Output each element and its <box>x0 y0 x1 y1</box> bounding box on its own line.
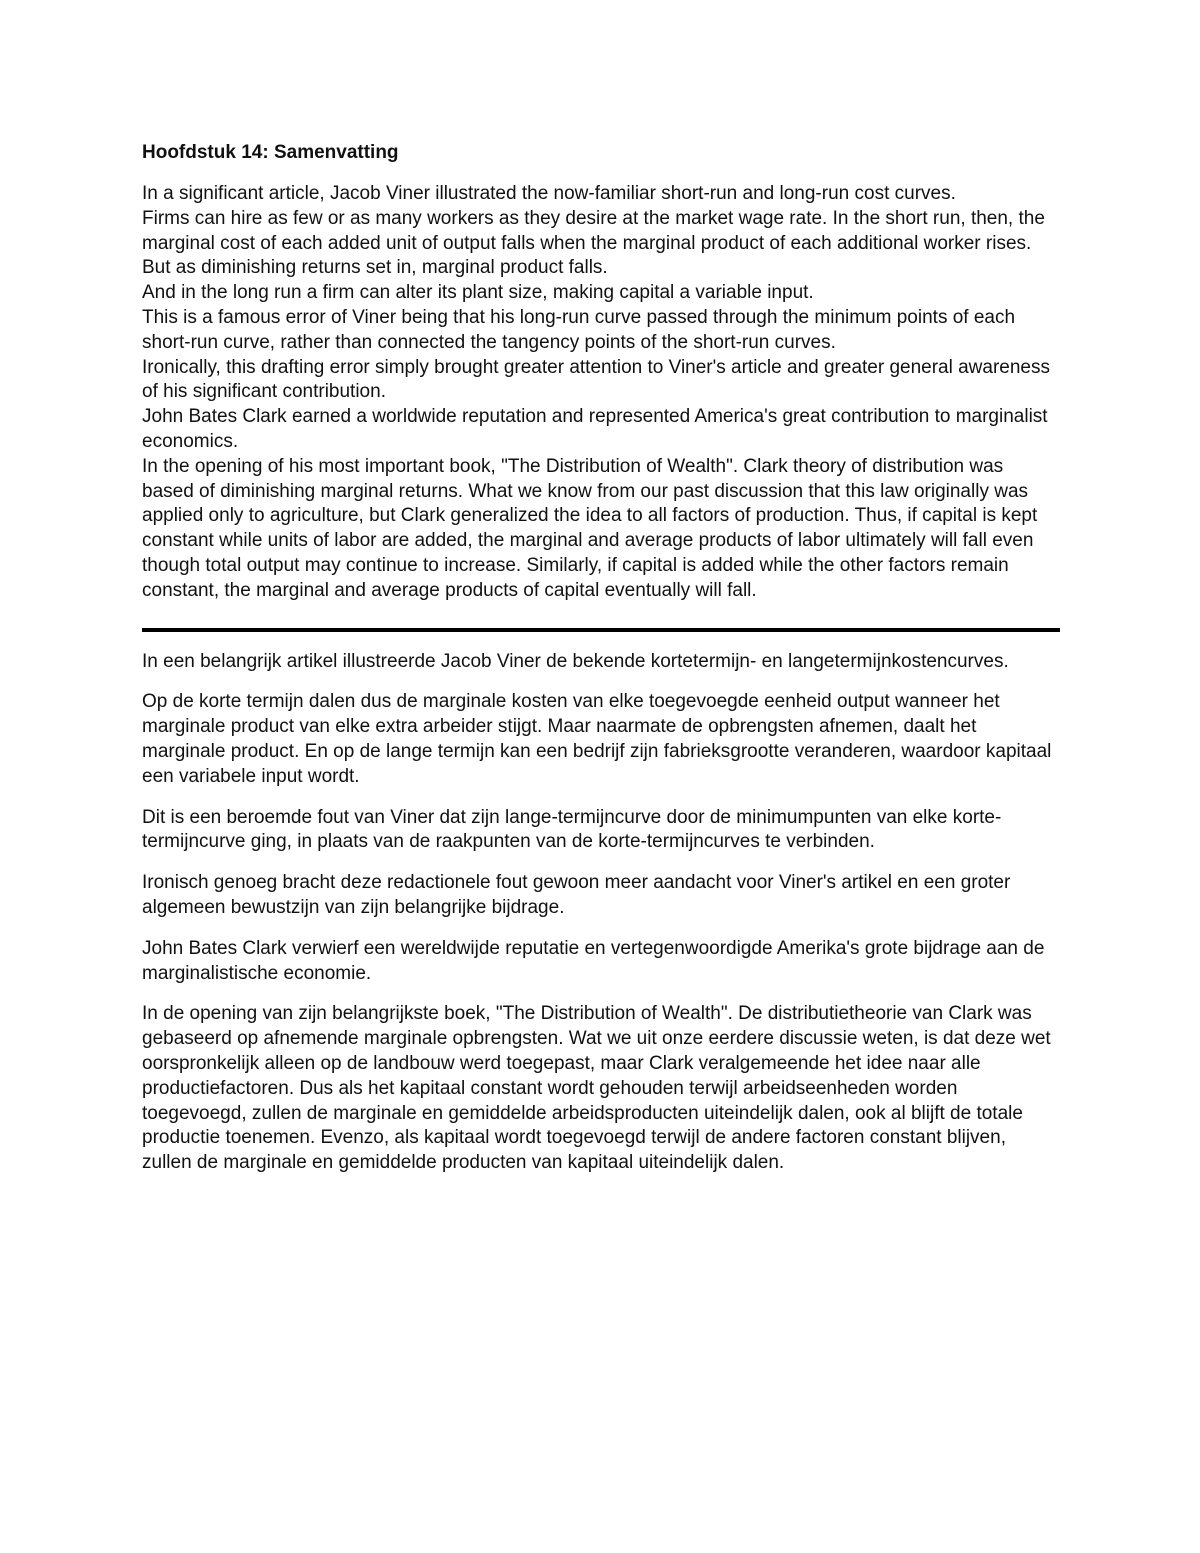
dutch-paragraph: In een belangrijk artikel illustreerde Jacob Viner de bekende kortetermijn- en langetermijnkostencurves. <box>142 650 1009 672</box>
dutch-paragraph: Op de korte termijn dalen dus de marginale kosten van elke toegevoegde eenheid output wanneer het marginale product van elke extra arbeider stijgt. Maar naarmate de opbrengsten afnemen, daalt het marginale product. En op de lange termijn kan een bedrijf zijn fabrieksgrootte veranderen, waardoor kapitaal een variabele input wordt. <box>142 691 1052 787</box>
english-summary <box>142 182 1060 604</box>
dutch-paragraph: Dit is een beroemde fout van Viner dat zijn lange-termijncurve door de minimumpunten van elke korte-termijncurve ging, in plaats van de raakpunten van de korte-termijncurves te verbinden. <box>142 806 1002 853</box>
dutch-paragraph: John Bates Clark verwierf een wereldwijde reputatie en vertegenwoordigde Amerika's grote bijdrage aan de marginalistische economie. <box>142 937 1045 984</box>
english-paragraph: And in the long run a firm can alter its plant size, making capital a variable input. <box>142 282 814 304</box>
dutch-paragraph: Ironisch genoeg bracht deze redactionele fout gewoon meer aandacht voor Viner's artikel en een groter algemeen bewustzijn van zijn belangrijke bijdrage. <box>142 872 1011 918</box>
english-paragraph: This is a famous error of Viner being that his long-run curve passed through the minimum points of each short-run curve, rather than connected the tangency points of the short-run curves. <box>142 306 1016 353</box>
dutch-paragraph: In de opening van zijn belangrijkste boek, "The Distribution of Wealth". De distributietheorie van Clark was gebaseerd op afnemende marginale opbrengsten. Wat we uit onze eerdere discussie weten, is dat deze wet oorspronkelijk alleen op de landbouw werd toegepast, maar Clark veralgemeende het idee naar alle productiefactoren. Dus als het kapitaal constant wordt gehouden terwijl arbeidseenheden worden toegevoegd, zullen de marginale en gemiddelde arbeidsproducten uiteindelijk dalen, ook al blijft de totale productie toenemen. Evenzo, als kapitaal wordt toegevoegd terwijl de andere factoren constant blijven, zullen de marginale en gemiddelde producten van kapitaal uiteindelijk dalen. <box>142 1003 1051 1174</box>
dutch-summary <box>142 650 1060 1176</box>
section-divider <box>142 628 1060 632</box>
english-paragraph: Ironically, this drafting error simply brought greater attention to Viner's article and greater general awareness of his significant contribution. <box>142 356 1051 403</box>
document-title: Hoofdstuk 14: Samenvatting <box>142 142 399 163</box>
english-paragraph: Firms can hire as few or as many workers as they desire at the market wage rate. In the short run, then, the marginal cost of each added unit of output falls when the marginal product of each additional worker rises. But as diminishing returns set in, marginal product falls. <box>142 207 1045 279</box>
english-paragraph: In a significant article, Jacob Viner illustrated the now-familiar short-run and long-run cost curves. <box>142 183 956 204</box>
english-paragraph: John Bates Clark earned a worldwide reputation and represented America's great contribution to marginalist economics. <box>142 406 1048 452</box>
english-paragraph: In the opening of his most important book, "The Distribution of Wealth". Clark theory of distribution was based of diminishing marginal returns. What we know from our past discussion that this law originally was applied only to agriculture, but Clark generalized the idea to all factors of production. Thus, if capital is kept constant while units of labor are added, the marginal and average products of labor ultimately will fall even though total output may continue to increase. Similarly, if capital is added while the other factors remain constant, the marginal and average products of capital eventually will fall. <box>142 455 1038 601</box>
document-page <box>142 140 1060 1192</box>
